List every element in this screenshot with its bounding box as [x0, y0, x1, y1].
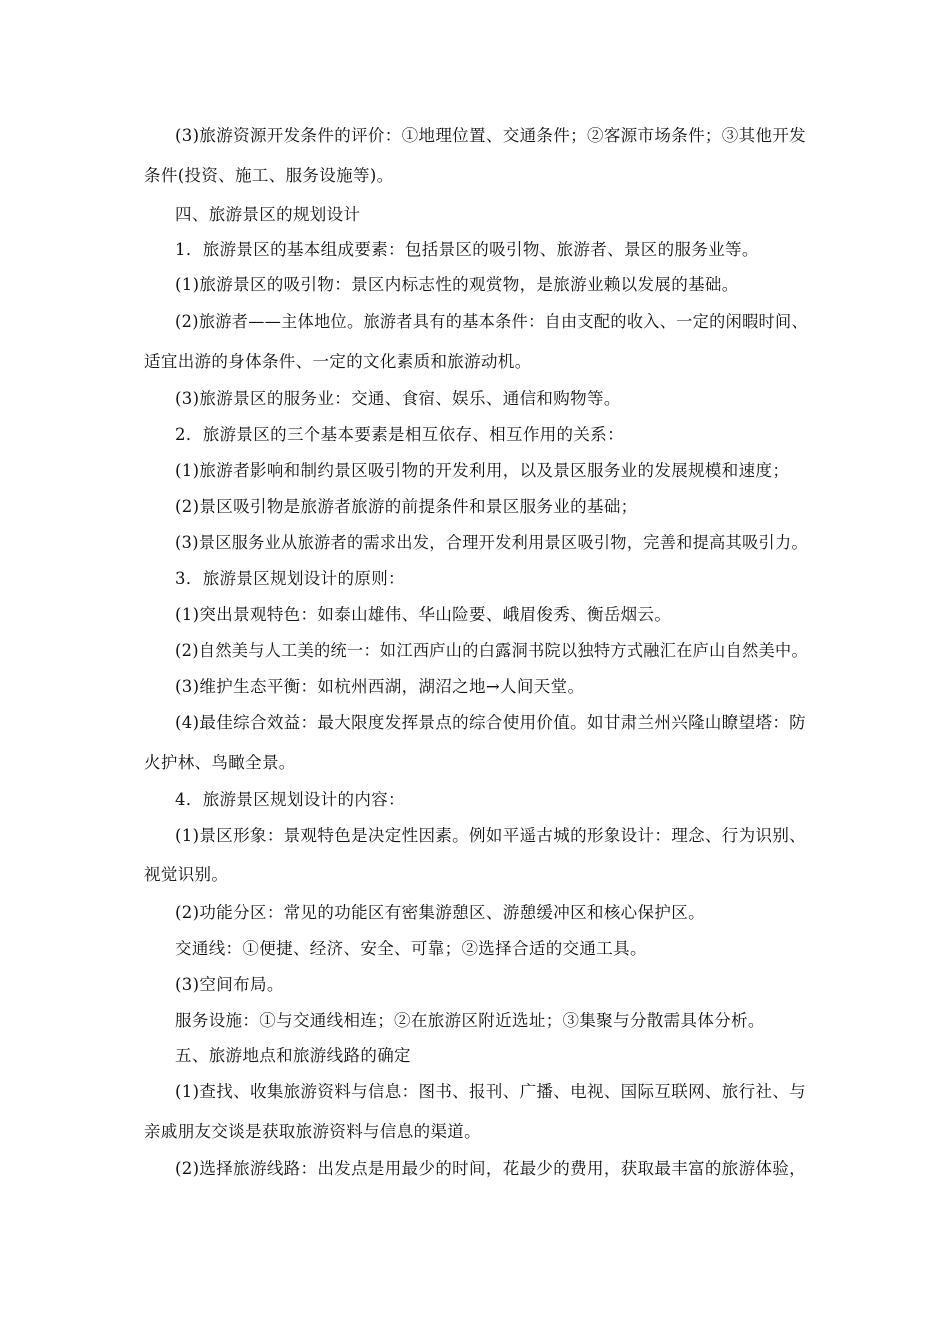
paragraph-line: (2)自然美与人工美的统一：如江西庐山的白露洞书院以独特方式融汇在庐山自然美中。	[175, 641, 808, 660]
paragraph-line: 亲戚朋友交谈是获取旅游资料与信息的渠道。	[144, 1122, 481, 1141]
subsection-heading: 3．旅游景区规划设计的原则：	[175, 569, 405, 588]
paragraph-line: (3)维护生态平衡：如杭州西湖，湖沼之地→人间天堂。	[175, 677, 585, 696]
paragraph-line: (3)旅游景区的服务业：交通、食宿、娱乐、通信和购物等。	[175, 389, 621, 408]
paragraph-line: 火护林、鸟瞰全景。	[144, 753, 296, 772]
subsection-heading: 2．旅游景区的三个基本要素是相互依存、相互作用的关系：	[175, 425, 624, 444]
paragraph-line: (1)查找、收集旅游资料与信息：图书、报刊、广播、电视、国际互联网、旅行社、与	[175, 1082, 807, 1101]
paragraph-line: (1)旅游景区的吸引物：景区内标志性的观赏物，是旅游业赖以发展的基础。	[175, 275, 739, 294]
paragraph-line: (3)空间布局。	[175, 975, 284, 994]
paragraph-line: (3)景区服务业从旅游者的需求出发，合理开发利用景区吸引物，完善和提高其吸引力。	[175, 533, 808, 552]
paragraph-line: (1)突出景观特色：如泰山雄伟、华山险要、峨眉俊秀、衡岳烟云。	[175, 605, 672, 624]
paragraph-line: 交通线：①便捷、经济、安全、可靠；②选择合适的交通工具。	[175, 939, 647, 958]
section-heading: 四、旅游景区的规划设计	[175, 205, 361, 224]
paragraph-line: (1)景区形象：景观特色是决定性因素。例如平遥古城的形象设计：理念、行为识别、	[175, 826, 807, 845]
paragraph-line: (1)旅游者影响和制约景区吸引物的开发利用，以及景区服务业的发展规模和速度；	[175, 461, 790, 480]
paragraph-line: (2)选择旅游线路：出发点是用最少的时间，花最少的费用，获取最丰富的旅游体验，	[175, 1159, 807, 1178]
paragraph-line: 适宜出游的身体条件、一定的文化素质和旅游动机。	[144, 352, 532, 371]
paragraph-line: (2)景区吸引物是旅游者旅游的前提条件和景区服务业的基础；	[175, 497, 638, 516]
paragraph-line: (2)功能分区：常见的功能区有密集游憩区、游憩缓冲区和核心保护区。	[175, 903, 705, 922]
subsection-heading: 4．旅游景区规划设计的内容：	[175, 790, 405, 809]
section-heading: 五、旅游地点和旅游线路的确定	[175, 1046, 411, 1065]
paragraph-line: 视觉识别。	[144, 865, 229, 884]
paragraph-line: 服务设施：①与交通线相连；②在旅游区附近选址；③集聚与分散需具体分析。	[175, 1011, 765, 1030]
paragraph-line: (3)旅游资源开发条件的评价：①地理位置、交通条件；②客源市场条件；③其他开发	[175, 126, 807, 145]
subsection-heading: 1．旅游景区的基本组成要素：包括景区的吸引物、旅游者、景区的服务业等。	[175, 240, 759, 259]
paragraph-line: (4)最佳综合效益：最大限度发挥景点的综合使用价值。如甘肃兰州兴隆山瞭望塔：防	[175, 713, 807, 732]
paragraph-line: 条件(投资、施工、服务设施等)。	[144, 166, 394, 185]
paragraph-line: (2)旅游者——主体地位。旅游者具有的基本条件：自由支配的收入、一定的闲暇时间、	[175, 312, 808, 331]
